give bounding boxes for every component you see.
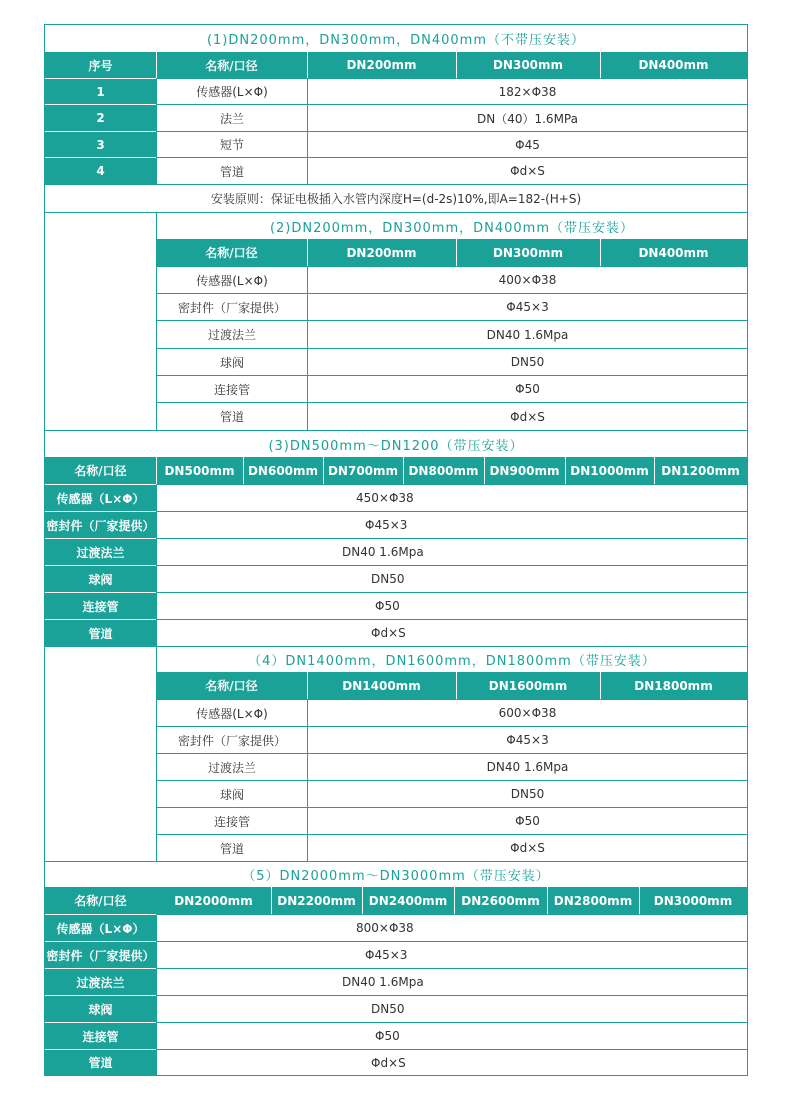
col-header: DN800mm xyxy=(403,457,484,484)
header-divider xyxy=(565,457,566,484)
row-value: Φd×S xyxy=(307,402,747,430)
row-value: Φd×S xyxy=(307,834,747,861)
row-name: 传感器(L×Φ) xyxy=(156,699,307,726)
section-5-title: （5）DN2000mm～DN3000mm（带压安装） xyxy=(45,861,747,887)
header-divider xyxy=(362,887,363,914)
row-name: 球阀 xyxy=(156,780,307,807)
row-name: 管道 xyxy=(45,1049,156,1075)
col-header: DN2800mm xyxy=(547,887,639,914)
col-header: DN400mm xyxy=(600,52,747,78)
name-size-header: 名称/口径 xyxy=(156,239,307,266)
row-value: Φd×S xyxy=(307,157,747,184)
row-name: 球阀 xyxy=(45,995,156,1022)
col-header: DN700mm xyxy=(323,457,403,484)
header-divider xyxy=(156,52,157,78)
col-header: DN1000mm xyxy=(565,457,654,484)
name-size-header: 名称/口径 xyxy=(45,457,156,484)
row-name: 连接管 xyxy=(156,807,307,834)
header-divider xyxy=(307,239,308,266)
header-divider xyxy=(456,672,457,699)
row-value: Φ50 xyxy=(156,592,747,619)
header-divider xyxy=(156,457,157,484)
col-header: DN300mm xyxy=(456,52,600,78)
row-name: 过渡法兰 xyxy=(45,538,156,565)
row-name: 连接管 xyxy=(156,375,307,402)
row-name: 连接管 xyxy=(45,1022,156,1049)
row-name: 传感器（L×Φ） xyxy=(45,914,156,941)
row-value: Φ45×3 xyxy=(156,511,747,538)
blank-cell xyxy=(45,212,156,430)
header-divider xyxy=(654,457,655,484)
row-name: 密封件（厂家提供） xyxy=(45,941,156,968)
header-divider xyxy=(243,457,244,484)
row-name: 连接管 xyxy=(45,592,156,619)
name-size-header: 名称/口径 xyxy=(156,672,307,699)
row-value: Φ45 xyxy=(307,131,747,157)
row-value: DN50 xyxy=(156,995,747,1022)
row-value: Φ50 xyxy=(307,375,747,402)
row-name: 管道 xyxy=(45,619,156,646)
row-value: Φd×S xyxy=(156,1049,747,1075)
row-value: 182×Φ38 xyxy=(307,78,747,104)
seq-header: 序号 xyxy=(45,52,156,78)
row-name: 传感器(L×Φ) xyxy=(156,78,307,104)
row-value: DN40 1.6Mpa xyxy=(156,538,747,565)
name-size-header: 名称/口径 xyxy=(156,52,307,78)
col-header: DN2000mm xyxy=(156,887,271,914)
row-name: 传感器(L×Φ) xyxy=(156,266,307,293)
section-2-title: (2)DN200mm，DN300mm，DN400mm（带压安装） xyxy=(156,212,747,239)
row-value: Φ45×3 xyxy=(307,293,747,320)
spec-table-frame xyxy=(44,24,748,1076)
row-name: 球阀 xyxy=(156,348,307,375)
col-header: DN2600mm xyxy=(454,887,547,914)
row-value: 600×Φ38 xyxy=(307,699,747,726)
header-divider xyxy=(600,52,601,78)
header-divider xyxy=(403,457,404,484)
row-name: 管道 xyxy=(156,157,307,184)
col-header: DN1200mm xyxy=(654,457,747,484)
row-name: 球阀 xyxy=(45,565,156,592)
row-name: 法兰 xyxy=(156,104,307,131)
col-header: DN300mm xyxy=(456,239,600,266)
section-3-title: (3)DN500mm～DN1200（带压安装） xyxy=(45,430,747,457)
row-value: DN50 xyxy=(307,348,747,375)
row-value: DN40 1.6Mpa xyxy=(307,753,747,780)
row-value: 450×Φ38 xyxy=(156,484,747,511)
row-name: 过渡法兰 xyxy=(156,320,307,348)
col-header: DN2200mm xyxy=(271,887,362,914)
row-name: 过渡法兰 xyxy=(156,753,307,780)
row-value: Φ50 xyxy=(156,1022,747,1049)
header-divider xyxy=(639,887,640,914)
row-value: Φ45×3 xyxy=(307,726,747,753)
header-divider xyxy=(307,672,308,699)
header-divider xyxy=(307,52,308,78)
row-value: Φ50 xyxy=(307,807,747,834)
header-divider xyxy=(456,239,457,266)
col-header: DN1600mm xyxy=(456,672,600,699)
blank-cell xyxy=(45,646,156,861)
row-seq: 3 xyxy=(45,131,156,157)
row-name: 短节 xyxy=(156,131,307,157)
row-value: Φ45×3 xyxy=(156,941,747,968)
row-name: 管道 xyxy=(156,402,307,430)
col-header: DN400mm xyxy=(600,239,747,266)
header-divider xyxy=(484,457,485,484)
col-header: DN600mm xyxy=(243,457,323,484)
col-header: DN200mm xyxy=(307,52,456,78)
col-header: DN200mm xyxy=(307,239,456,266)
row-seq: 4 xyxy=(45,157,156,184)
header-divider xyxy=(600,672,601,699)
row-value: Φd×S xyxy=(156,619,747,646)
row-value: 800×Φ38 xyxy=(156,914,747,941)
row-name: 密封件（厂家提供） xyxy=(45,511,156,538)
col-header: DN500mm xyxy=(156,457,243,484)
header-divider xyxy=(323,457,324,484)
row-value: DN（40）1.6MPa xyxy=(307,104,747,131)
install-principle-note: 安装原则：保证电极插入水管内深度H=(d-2s)10%,即A=182-(H+S) xyxy=(45,184,747,212)
row-name: 密封件（厂家提供） xyxy=(156,726,307,753)
col-header: DN900mm xyxy=(484,457,565,484)
section-1-title: (1)DN200mm，DN300mm，DN400mm（不带压安装） xyxy=(45,25,747,52)
row-name: 管道 xyxy=(156,834,307,861)
row-name: 传感器（L×Φ） xyxy=(45,484,156,511)
name-size-header: 名称/口径 xyxy=(45,887,156,914)
header-divider xyxy=(600,239,601,266)
row-name: 密封件（厂家提供） xyxy=(156,293,307,320)
header-divider xyxy=(547,887,548,914)
row-value: DN50 xyxy=(307,780,747,807)
row-value: DN50 xyxy=(156,565,747,592)
row-seq: 1 xyxy=(45,78,156,104)
section-4-title: （4）DN1400mm，DN1600mm，DN1800mm（带压安装） xyxy=(156,646,747,672)
header-divider xyxy=(454,887,455,914)
row-value: DN40 1.6Mpa xyxy=(156,968,747,995)
row-value: DN40 1.6Mpa xyxy=(307,320,747,348)
row-value: 400×Φ38 xyxy=(307,266,747,293)
col-header: DN1800mm xyxy=(600,672,747,699)
col-header: DN1400mm xyxy=(307,672,456,699)
header-divider xyxy=(271,887,272,914)
col-header: DN2400mm xyxy=(362,887,454,914)
row-seq: 2 xyxy=(45,104,156,131)
col-header: DN3000mm xyxy=(639,887,747,914)
row-name: 过渡法兰 xyxy=(45,968,156,995)
header-divider xyxy=(456,52,457,78)
